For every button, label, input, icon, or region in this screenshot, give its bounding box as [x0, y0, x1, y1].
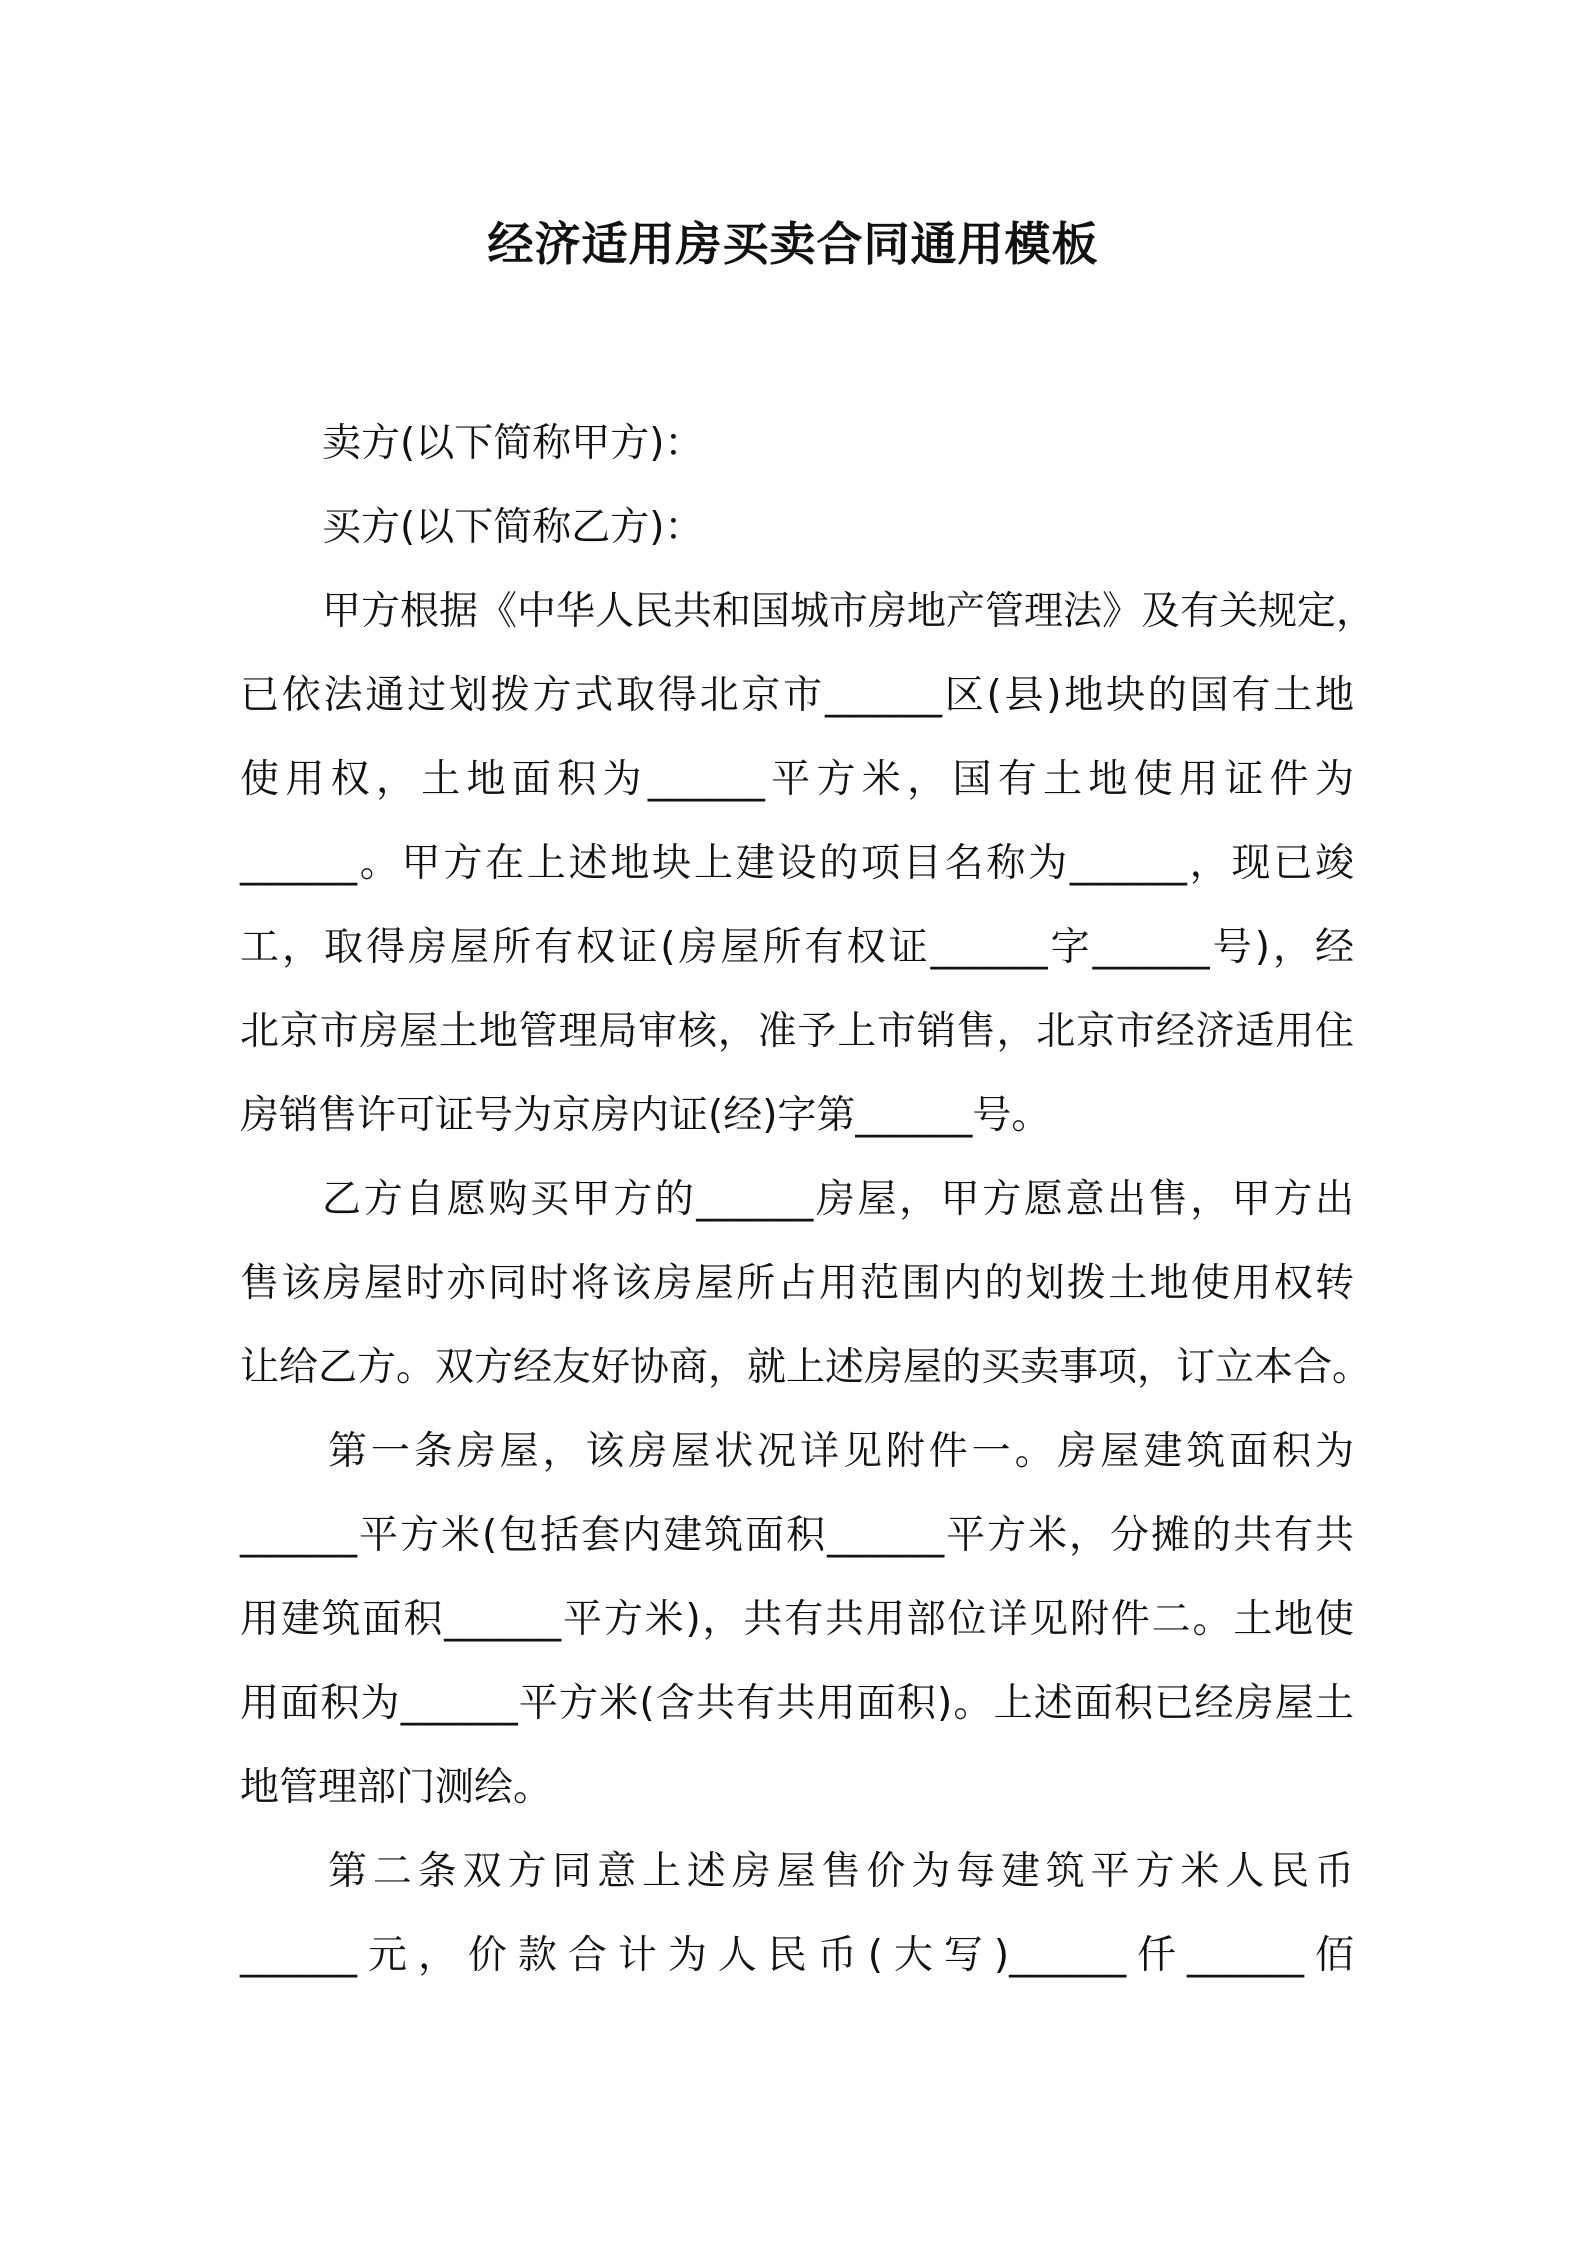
document-title: 经济适用房买卖合同通用模板 [487, 217, 1099, 271]
paragraph-line: 北京市房屋土地管理局审核，准予上市销售，北京市经济适用住 [240, 1009, 1354, 1054]
paragraph-line: 甲方根据《中华人民共和国城市房地产管理法》及有关规定， [322, 589, 1376, 634]
article-one-line: 用面积为______平方米(含共有共用面积)。上述面积已经房屋土 [240, 1681, 1354, 1726]
paragraph-line: 使用权，土地面积为______平方米，国有土地使用证件为 [240, 757, 1354, 802]
paragraph-line: 房销售许可证号为京房内证(经)字第______号。 [240, 1093, 1051, 1138]
paragraph-line: 乙方自愿购买甲方的______房屋，甲方愿意出售，甲方出 [322, 1177, 1354, 1222]
article-two-line: 第二条双方同意上述房屋售价为每建筑平方米人民币 [328, 1849, 1354, 1894]
paragraph-line: 工，取得房屋所有权证(房屋所有权证______字______号)，经 [240, 925, 1354, 970]
article-one-line: 第一条房屋，该房屋状况详见附件一。房屋建筑面积为 [328, 1429, 1354, 1474]
seller-line: 卖方(以下简称甲方)： [322, 421, 704, 466]
paragraph-line: 售该房屋时亦同时将该房屋所占用范围内的划拨土地使用权转 [240, 1261, 1354, 1306]
article-one-line: 用建筑面积______平方米)，共有共用部位详见附件二。土地使 [240, 1597, 1354, 1642]
document-body [240, 402, 1376, 1998]
paragraph-line: 已依法通过划拨方式取得北京市______区(县)地块的国有土地 [240, 673, 1354, 718]
buyer-line: 买方(以下简称乙方)： [322, 505, 704, 550]
article-two-line: ______元，价款合计为人民币(大写)______仟______佰 [240, 1933, 1354, 1978]
paragraph-line: 让给乙方。双方经友好协商，就上述房屋的买卖事项，订立本合。 [240, 1345, 1372, 1390]
article-one-line: 地管理部门测绘。 [240, 1765, 553, 1810]
paragraph-line: ______。甲方在上述地块上建设的项目名称为______，现已竣 [240, 841, 1354, 886]
article-one-line: ______平方米(包括套内建筑面积______平方米，分摊的共有共 [240, 1513, 1354, 1558]
